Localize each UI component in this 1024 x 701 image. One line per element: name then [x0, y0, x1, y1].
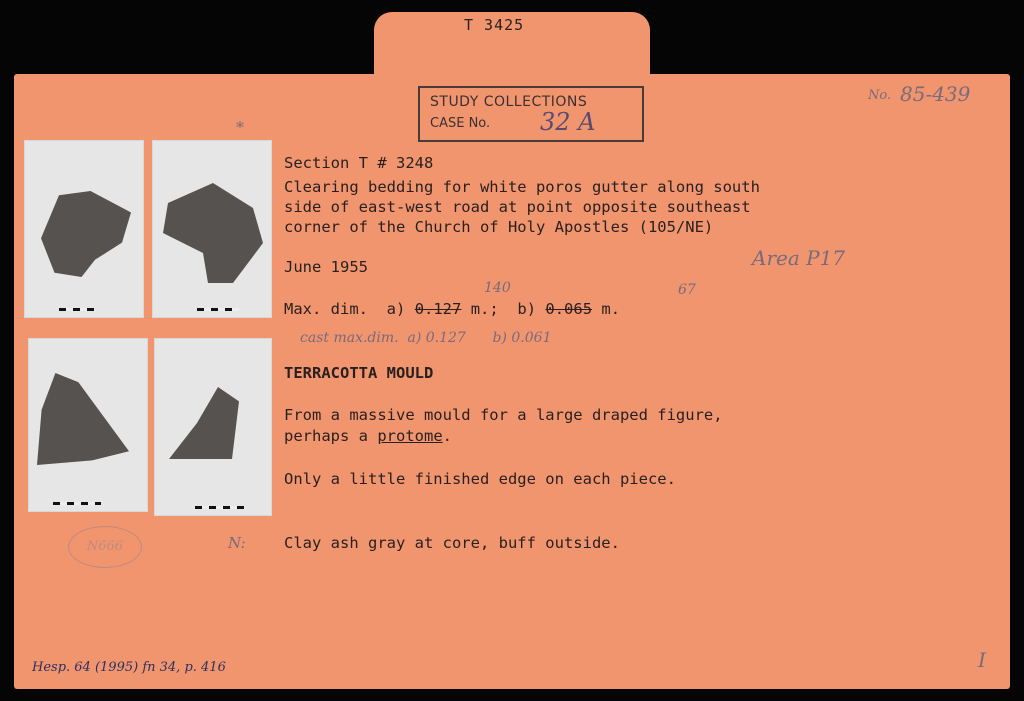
tab-label: T 3425	[464, 16, 525, 34]
dim-a-correction: 140	[484, 280, 511, 296]
mould-description-1: From a massive mould for a large draped figure,	[284, 406, 723, 424]
fragment-photo-3	[28, 338, 148, 512]
mould-description-2c: .	[442, 427, 452, 445]
edge-note: Only a little finished edge on each piece.	[284, 470, 676, 488]
description-line-3: corner of the Church of Holy Apostles (105/NE)	[284, 218, 714, 236]
clay-note: Clay ash gray at core, buff outside.	[284, 534, 620, 552]
fragment-photo-2	[152, 140, 272, 318]
dim-b-unit: m.	[601, 300, 621, 318]
fragment-photo-1	[24, 140, 144, 318]
section-number: Section T # 3248	[284, 154, 434, 172]
inventory-number: 85-439	[900, 82, 971, 106]
circled-note: N666	[68, 526, 142, 568]
mould-description-2a: perhaps a	[284, 427, 378, 445]
dim-b-value: 0.065	[545, 300, 593, 318]
asterisk-mark: *	[236, 118, 244, 137]
mould-description-2	[284, 427, 452, 446]
dim-a-label: a)	[386, 300, 406, 318]
dim-b-label: b)	[517, 300, 537, 318]
clay-prefix: N:	[228, 534, 246, 552]
stamp-title: STUDY COLLECTIONS	[430, 94, 588, 110]
description-line-1: Clearing bedding for white poros gutter along south	[284, 178, 760, 196]
dimensions-row	[284, 300, 620, 319]
inventory-prefix: No.	[868, 88, 892, 103]
area-note: Area P17	[752, 246, 846, 270]
protome-word: protome	[377, 427, 443, 445]
dim-a-unit: m.;	[470, 300, 499, 318]
corner-mark: I	[978, 648, 986, 672]
stamp-case-number: 32 A	[540, 108, 596, 136]
fragment-photo-4	[154, 338, 272, 516]
study-collections-stamp	[418, 86, 644, 142]
bibliography-reference: Hesp. 64 (1995) fn 34, p. 416	[32, 660, 226, 675]
object-title: TERRACOTTA MOULD	[284, 364, 434, 382]
dim-b-correction: 67	[678, 282, 696, 298]
dim-label: Max. dim.	[284, 300, 368, 318]
stamp-case-label: CASE No.	[430, 116, 491, 131]
dim-a-value: 0.127	[414, 300, 462, 318]
cast-dimensions-note: cast max.dim. a) 0.127 b) 0.061	[300, 330, 552, 346]
description-line-2: side of east-west road at point opposite southeast	[284, 198, 751, 216]
excavation-date: June 1955	[284, 258, 368, 276]
